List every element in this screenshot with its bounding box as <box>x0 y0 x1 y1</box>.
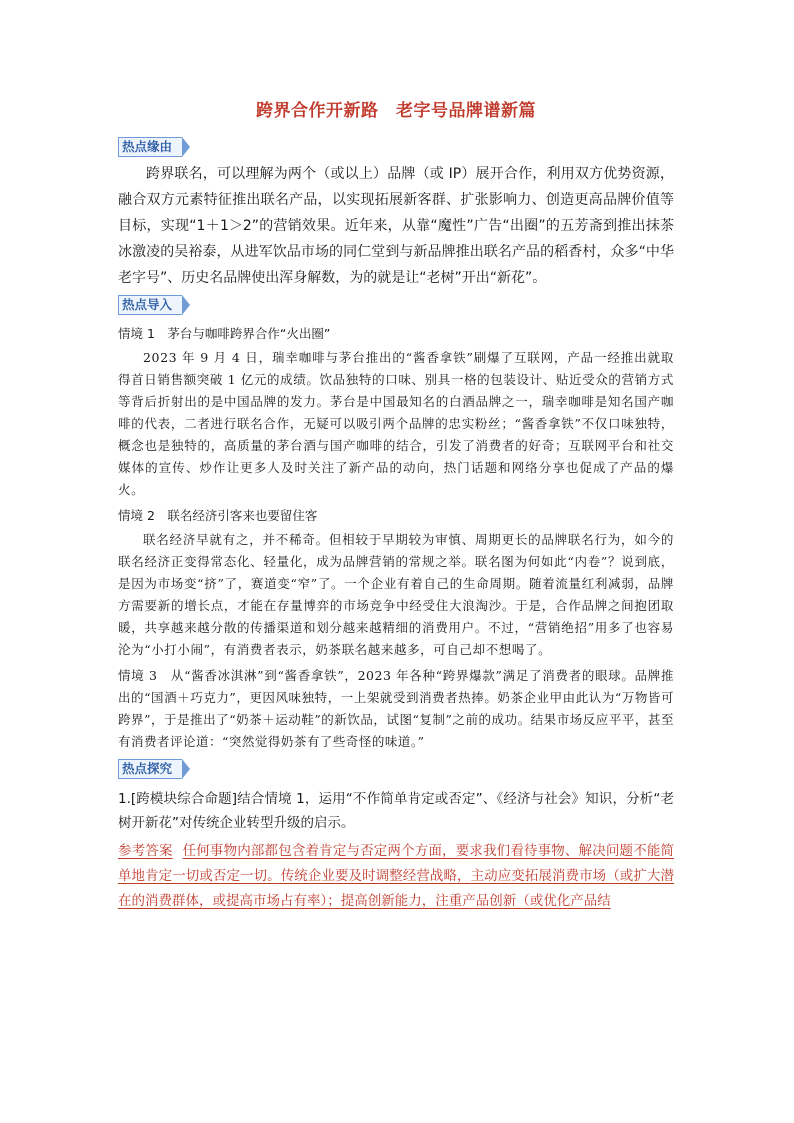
case-2-paragraph: 联名经济早就有之，并不稀奇。但相较于早期较为审慎、周期更长的品牌联名行为，如今的联名经济正变得常态化、轻量化，成为品牌营销的常规之举。联名图为何如此“内卷”？说到底，是因为市场变“挤”了，赛道变“窄”了。一个企业有着自己的生命周期。随着流量红利减弱，品牌方需要新的增长点，才能在存量博弈的市场竞争中经受住大浪淘沙。于是，合作品牌之间抱团取暖，共享越来越分散的传播渠道和划分越来越精细的消费用户。不过，“营销绝招”用多了也容易沦为“小打小闹”，有消费者表示，奶茶联名越来越多，可自己却不想喝了。 <box>118 532 674 657</box>
section-tag-origin: 热点缘由 <box>118 137 182 157</box>
case-3-paragraph: 情境 3 从“酱香冰淇淋”到“酱香拿铁”，2023 年各种“跨界爆款”满足了消费者的眼球。品牌推出的“国酒＋巧克力”，更因风味独特，一上架就受到消费者热捧。奶茶企业甲由此认为“万物皆可跨界”，于是推出了“奶茶＋运动鞋”的新饮品，试图“复制”之前的成功。结果市场反应平平，甚至有消费者评论道：“突然觉得奶茶有了些奇怪的味道。” <box>118 668 674 749</box>
case-1-heading: 情境 1 茅台与咖啡跨界合作“火出圈” <box>118 326 331 341</box>
case-1-paragraph: 2023 年 9 月 4 日，瑞幸咖啡与茅台推出的“酱香拿铁”刷爆了互联网，产品一经推出就取得首日销售额突破 1 亿元的成绩。饮品独特的口味、别具一格的包装设计、贴近受众的营销方式等背后折射出的是中国品牌的发力。茅台是中国最知名的白酒品牌之一，瑞幸咖啡是知名国产咖啡的代表，二者进行联名合作，无疑可以吸引两个品牌的忠实粉丝；“酱香拿铁”不仅口味独特，概念也是独特的，高质量的茅台酒与国产咖啡的结合，引发了消费者的好奇；互联网平台和社交媒体的宣传、炒作让更多人及时关注了新产品的动向，热门话题和网络分享也促成了产品的爆火。 <box>118 350 674 497</box>
answer-block <box>118 839 674 914</box>
answer-label: 参考答案 <box>118 843 173 859</box>
document-title: 跨界合作开新路 老字号品牌谱新篇 <box>256 101 536 121</box>
question-1: 1.[跨模块综合命题]结合情境 1，运用“不作简单肯定或否定”、《经济与社会》知识，分析“老树开新花”对传统企业转型升级的启示。 <box>118 791 674 831</box>
section-tag-explore: 热点探究 <box>118 759 182 779</box>
origin-paragraph: 跨界联名，可以理解为两个（或以上）品牌（或 IP）展开合作，利用双方优势资源，融合双方元素特征推出联名产品，以实现拓展新客群、扩张影响力、创造更高品牌价值等目标，实现“1＋1＞2”的营销效果。近年来，从靠“魔性”广告“出圈”的五芳斋到推出抹茶冰激凌的吴裕泰，从进军饮品市场的同仁堂到与新品牌推出联名产品的稻香村，众多“中华老字号”、历史名品牌使出浑身解数，为的就是让“老树”开出“新花”。 <box>118 166 674 286</box>
section-tag-intro: 热点导入 <box>118 295 182 315</box>
case-2-heading: 情境 2 联名经济引客来也要留住客 <box>118 508 318 523</box>
document-page <box>118 96 674 914</box>
answer-text: 任何事物内部都包含着肯定与否定两个方面，要求我们看待事物、解决问题不能简单地肯定一切或否定一切。传统企业要及时调整经营战略，主动应变拓展消费市场（或扩大潜在的消费群体，或提高市场占有率）；提高创新能力，注重产品创新（或优化产品结 <box>118 843 675 909</box>
